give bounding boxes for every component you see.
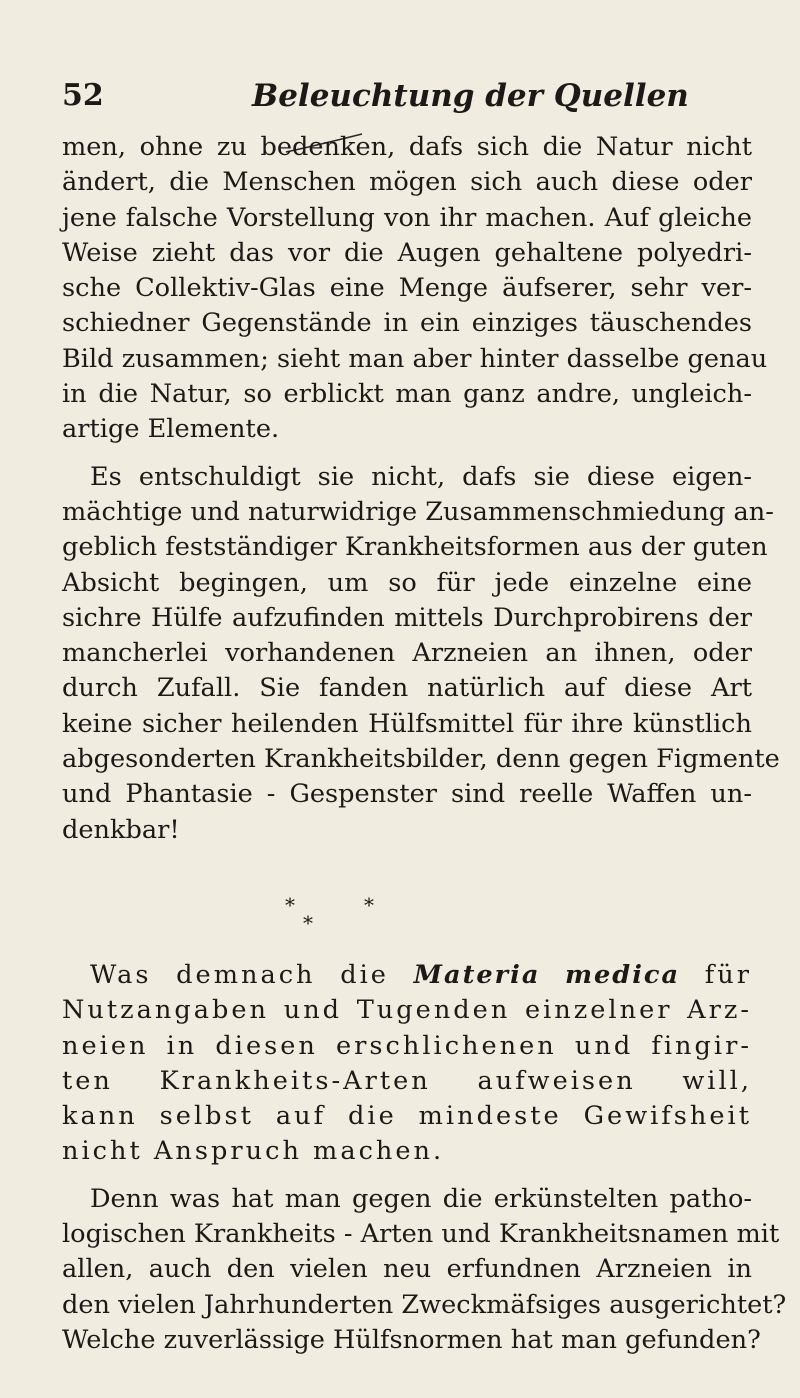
text-line: kann selbst auf die mindeste Gewifsheit — [62, 1101, 752, 1132]
paragraph-4 — [62, 1182, 787, 1358]
text-line: mancherlei vorhandenen Arzneien an ihnen, oder — [62, 638, 752, 669]
text-line: men, ohne zu bedenken, dafs sich die Natur nicht — [62, 132, 752, 162]
paragraph-2 — [62, 460, 780, 848]
section-separator — [62, 848, 752, 958]
text-line: keine sicher heilenden Hülfsmittel für ihre künstlich — [62, 708, 752, 739]
text-line-emphasis: durch Zufall. Sie fanden natürlich auf diese Art — [62, 673, 752, 704]
text-line: logischen Krankheits - Arten und Krankheitsnamen mit — [62, 1219, 780, 1250]
italic-term: Materia medica — [413, 959, 681, 990]
text-segment: für — [704, 959, 752, 990]
text-line: neien in diesen erschlichenen und fingir- — [62, 1030, 752, 1061]
text-line: denkbar! — [62, 814, 180, 845]
text-line: schiedner Gegenstände in ein einziges täuschendes — [62, 308, 752, 339]
text-line: sichre Hülfe aufzufinden mittels Durchprobirens der — [62, 602, 752, 633]
text-line: Weise zieht das vor die Augen gehaltene polyedri- — [62, 237, 752, 268]
body-text — [62, 130, 787, 1358]
page-number: 52 — [62, 78, 104, 113]
text-line: nicht Anspruch machen. — [62, 1136, 445, 1167]
text-line: geblich festständiger Krankheitsformen aus der guten — [62, 532, 768, 563]
text-line: jene falsche Vorstellung von ihr machen. Auf gleiche — [62, 202, 752, 233]
paragraph-3 — [62, 958, 752, 1170]
page-header — [62, 78, 752, 128]
text-line: Nutzangaben und Tugenden einzelner Arz- — [62, 995, 752, 1026]
text-line: und Phantasie - Gespenster sind reelle Waffen un- — [62, 779, 752, 810]
text-line: mächtige und naturwidrige Zusammenschmiedung an- — [62, 496, 774, 527]
text-line: allen, auch den vielen neu erfundnen Arzneien in — [62, 1254, 752, 1285]
text-segment: Was demnach die — [90, 959, 389, 990]
text-line — [62, 958, 752, 993]
text-line: den vielen Jahrhunderten Zweckmäfsiges ausgerichtet? — [62, 1289, 787, 1320]
paragraph-1 — [62, 130, 768, 448]
text-line: artige Elemente. — [62, 414, 280, 445]
text-line: Denn was hat man gegen die erkünstelten patho- — [90, 1183, 752, 1214]
text-line: Bild zusammen; sieht man aber hinter dasselbe genau — [62, 343, 768, 374]
text-line: ten Krankheits-Arten aufweisen will, — [62, 1065, 752, 1096]
asterisk-icon: * — [303, 910, 313, 935]
running-head: Beleuchtung der Quellen — [252, 78, 689, 114]
text-line: Es entschuldigt sie nicht, dafs sie diese eigen- — [90, 461, 752, 492]
text-line: ändert, die Menschen mögen sich auch diese oder — [62, 167, 752, 198]
asterisk-icon: * — [285, 892, 295, 917]
text-line: in die Natur, so erblickt man ganz andre, ungleich- — [62, 379, 752, 410]
text-line: Absicht begingen, um so für jede einzelne eine — [62, 567, 752, 598]
text-line: sche Collektiv-Glas eine Menge äufserer, sehr ver- — [62, 273, 752, 304]
asterisk-icon: * — [364, 892, 374, 917]
text-line: Welche zuverlässige Hülfsnormen hat man gefunden? — [62, 1324, 761, 1355]
text-line: abgesonderten Krankheitsbilder, denn gegen Figmente — [62, 744, 780, 775]
